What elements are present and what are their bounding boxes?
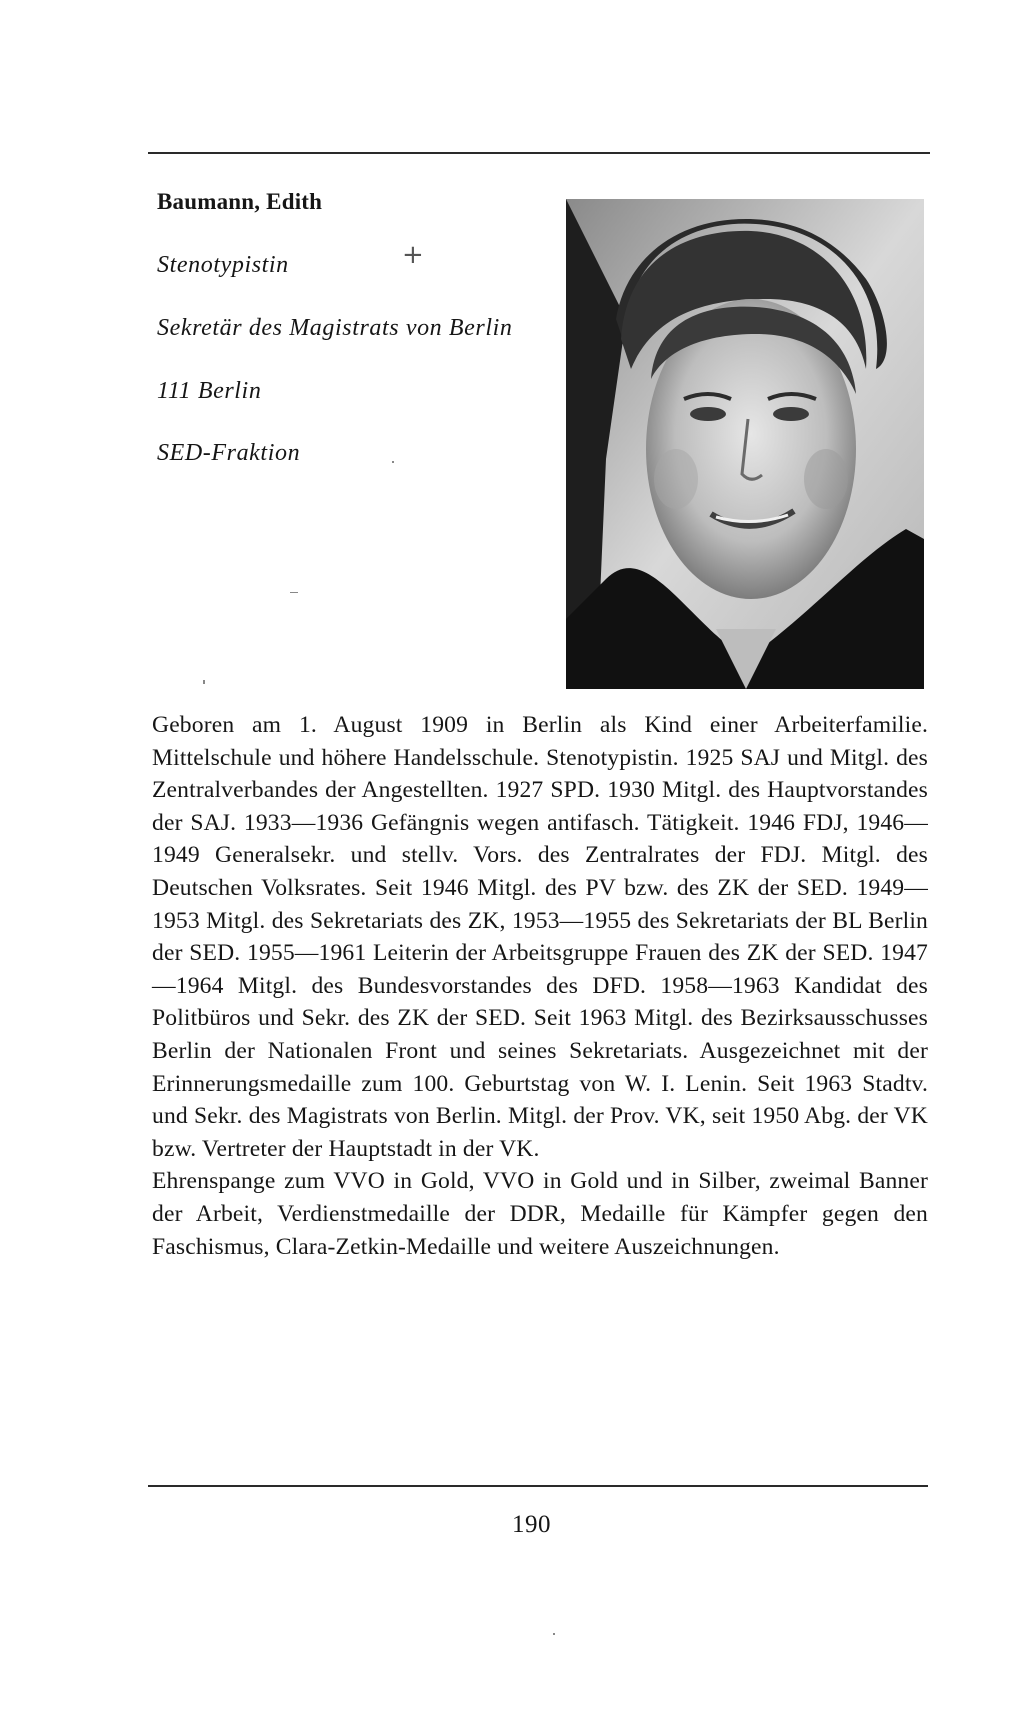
biography-awards-paragraph: Ehrenspange zum VVO in Gold, VVO in Gold und in Silber, zweimal Banner der Arbeit, Verdienstmedaille der DDR, Medaille für Kämpfer gegen den Faschismus, Clara-Zetkin-Medaille und weitere Auszeichnungen. (152, 1168, 928, 1260)
bottom-rule (148, 1485, 928, 1487)
scan-speck (553, 1633, 555, 1635)
scan-speck (203, 680, 205, 684)
function: Sekretär des Magistrats von Berlin (157, 315, 513, 341)
scan-speck (392, 461, 394, 463)
top-rule (148, 152, 930, 154)
biography-text (152, 709, 928, 1263)
fraction: SED-Fraktion (157, 440, 301, 466)
scan-speck (290, 592, 298, 593)
biography-career-paragraph: Geboren am 1. August 1909 in Berlin als Kind einer Arbeiterfamilie. Mittelschule und höhere Handelsschule. Stenotypistin. 1925 SAJ und Mitgl. des Zentralverbandes der Angestellten. 1927 SPD. 1930 Mitgl. des Hauptvorstandes der SAJ. 1933—1936 Gefängnis wegen antifasch. Tätigkeit. 1946 FDJ, 1946—1949 Generalsekr. und stellv. Vors. des Zentralrates der FDJ. Mitgl. des Deutschen Volksrates. Seit 1946 Mitgl. des PV bzw. des ZK der SED. 1949—1953 Mitgl. des Sekretariats des ZK, 1953—1955 des Sekretariats der BL Berlin der SED. 1955—1961 Leiterin der Arbeitsgruppe Frauen des ZK der SED. 1947—1964 Mitgl. des Bundesvorstandes des DFD. 1958—1963 Kandidat des Politbüros und Sekr. des ZK der SED. Seit 1963 Mitgl. des Bezirksausschusses Berlin der Nationalen Front und seines Sekretariats. Ausgezeichnet mit der Erinnerungsmedaille zum 100. Geburtstag von W. I. Lenin. Seit 1963 Stadtv. und Sekr. des Magistrats von Berlin. Mitgl. der Prov. VK, seit 1950 Abg. der VK bzw. Vertreter der Hauptstadt in der VK. (152, 712, 928, 1162)
handwritten-cross-mark: + (402, 240, 424, 270)
page-number: 190 (512, 1511, 551, 1538)
person-name: Baumann, Edith (157, 189, 323, 214)
constituency: 111 Berlin (157, 378, 262, 404)
occupation: Stenotypistin (157, 252, 289, 278)
portrait-photo (566, 199, 924, 689)
